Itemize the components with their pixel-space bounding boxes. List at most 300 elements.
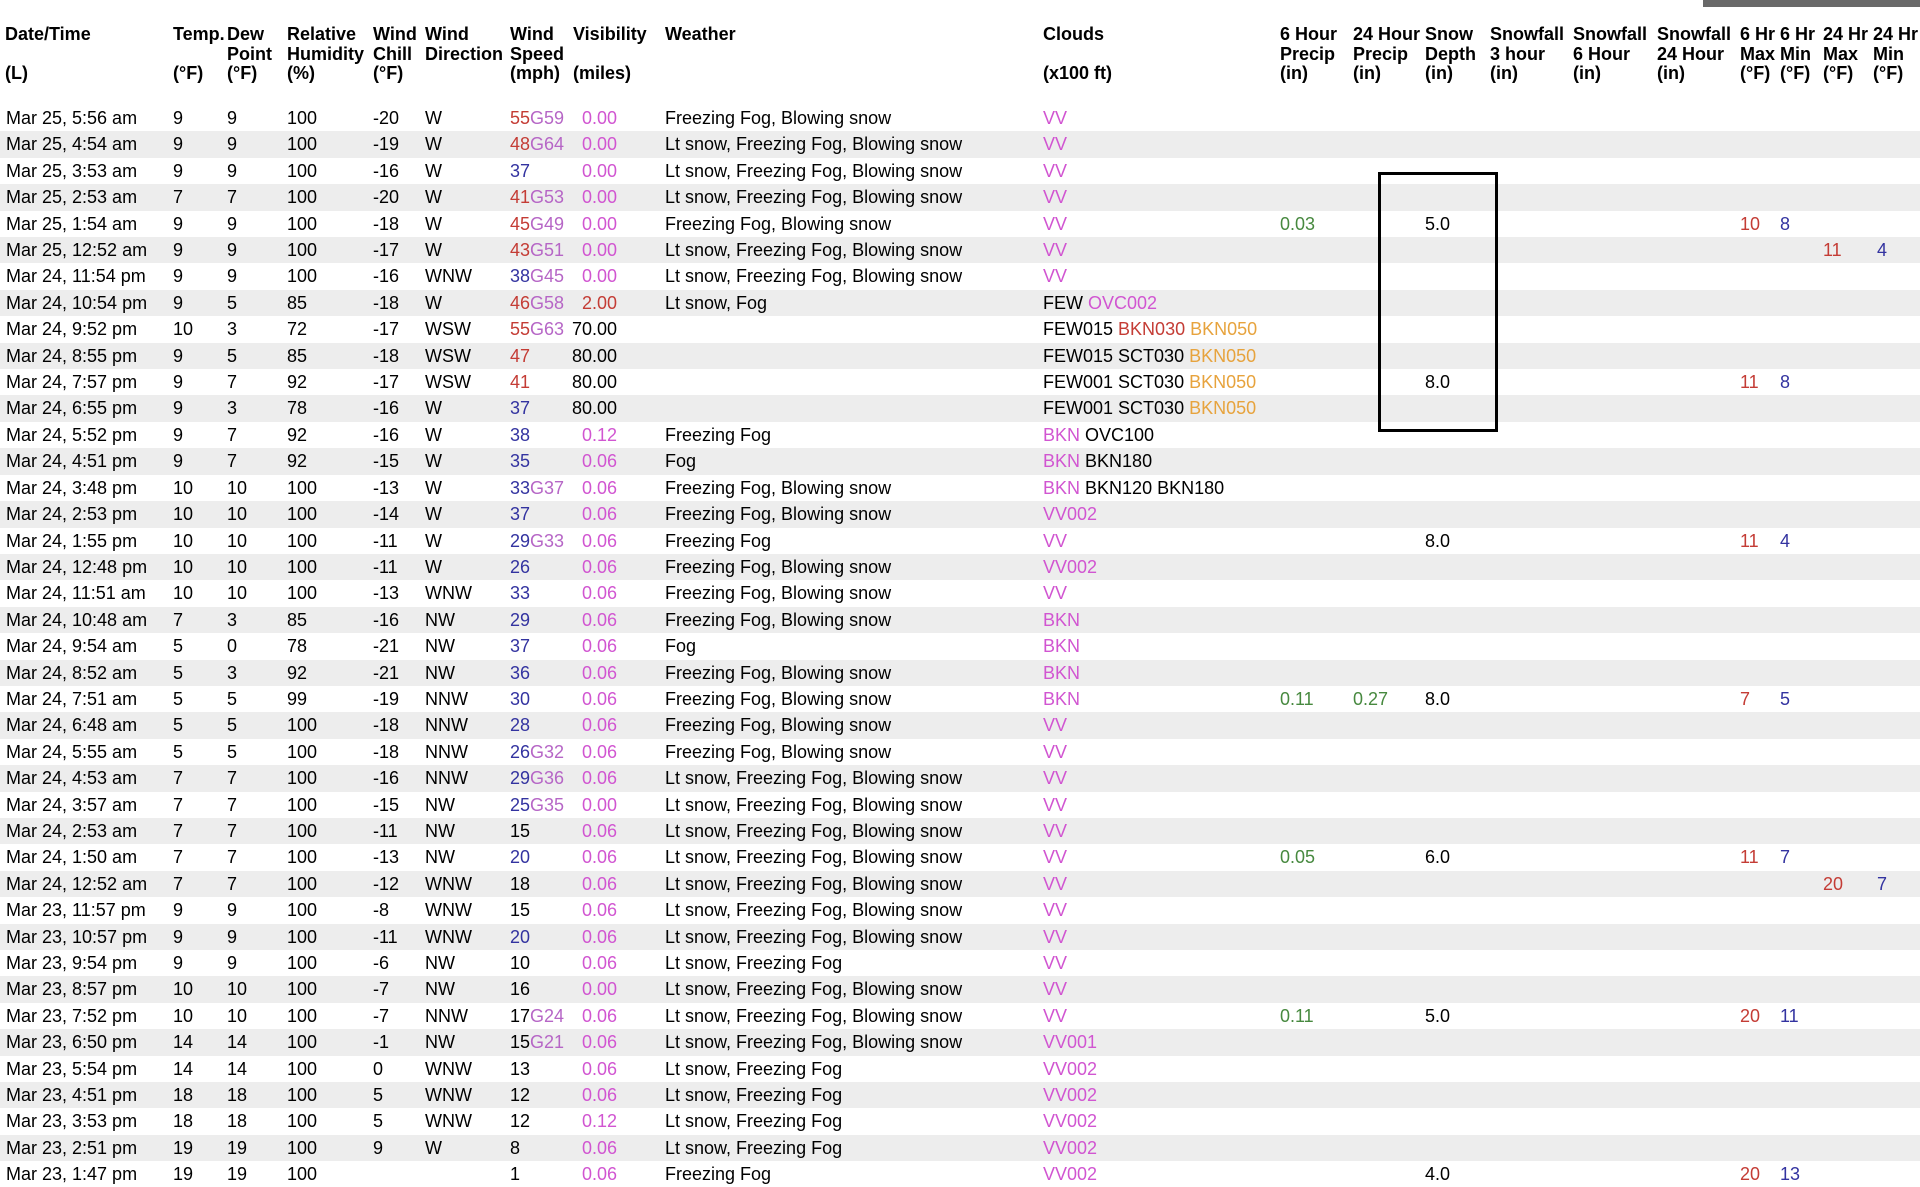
cell-weather: Lt snow, Freezing Fog, Blowing snow: [665, 266, 963, 287]
cell-temp: 7: [173, 187, 184, 208]
cell-max-6hr: [1735, 131, 1775, 157]
cell-max-6hr: [1735, 184, 1775, 210]
cell-precip-6hour: [1275, 1108, 1348, 1134]
cell-humidity: 100: [287, 108, 318, 128]
cell-snowfall-6hour: [1568, 211, 1652, 237]
cell-clouds: BKN: [1043, 688, 1081, 709]
cell-humidity: 99: [287, 688, 308, 709]
column-header-weather: Weather: [665, 24, 736, 44]
cell-max-24hr: [1818, 686, 1868, 712]
cell-humidity: 100: [287, 794, 318, 815]
cell-visibility: 0.00: [581, 240, 617, 261]
cell-snow-depth: [1420, 290, 1485, 316]
cell-min-24hr: [1868, 739, 1920, 765]
cell-wind-speed: 37: [510, 504, 531, 525]
cell-wind-direction: NNW: [425, 1005, 468, 1026]
cell-dew-point: 7: [227, 451, 238, 472]
cell-wind-speed: 38: [510, 424, 531, 445]
column-header-max-6hr: 6 Hr Max (°F): [1740, 24, 1776, 83]
table-row: [0, 976, 1920, 1002]
cell-weather: Lt snow, Freezing Fog, Blowing snow: [665, 768, 963, 789]
cell-min-6hr: [1775, 739, 1818, 765]
cell-weather: Lt snow, Freezing Fog, Blowing snow: [665, 794, 963, 815]
cell-snowfall-3hour: [1485, 237, 1568, 263]
cell-humidity: 100: [287, 873, 318, 894]
cell-snowfall-6hour: [1568, 475, 1652, 501]
cell-dew-point: 10: [227, 1005, 248, 1026]
cell-wind-chill: -21: [373, 662, 400, 683]
cell-precip-6hour: [1275, 765, 1348, 791]
cell-datetime: Mar 24, 1:55 pm: [6, 530, 138, 551]
cell-wind-direction: W: [425, 424, 442, 445]
cell-dew-point: 7: [227, 873, 238, 894]
cell-snow-depth: [1420, 263, 1485, 289]
cell-precip-24hour: [1348, 1135, 1420, 1161]
cell-max-24hr: [1818, 712, 1868, 738]
table-row: [0, 1082, 1920, 1108]
cell-precip-6hour: [1275, 924, 1348, 950]
cell-min-6hr: [1775, 263, 1818, 289]
cell-weather: Lt snow, Freezing Fog: [665, 1137, 843, 1158]
table-row: [0, 131, 1920, 157]
cell-precip-24hour: [1348, 501, 1420, 527]
cell-dew-point: 9: [227, 240, 238, 261]
cell-snowfall-3hour: [1485, 633, 1568, 659]
cell-dew-point: 5: [227, 345, 238, 366]
cell-datetime: Mar 23, 4:51 pm: [6, 1085, 138, 1106]
cell-min-24hr: 7: [1877, 873, 1888, 894]
cell-weather: Freezing Fog, Blowing snow: [665, 688, 892, 709]
cell-min-24hr: [1868, 844, 1920, 870]
cell-wind-chill: -17: [373, 372, 400, 393]
cell-min-6hr: [1775, 712, 1818, 738]
cell-snowfall-24hour: [1652, 528, 1735, 554]
cell-max-6hr: [1735, 924, 1775, 950]
cell-temp: 10: [173, 530, 194, 551]
cell-max-6hr: 7: [1740, 688, 1751, 709]
cell-temp: 9: [173, 345, 184, 366]
cell-weather: Lt snow, Freezing Fog, Blowing snow: [665, 1005, 963, 1026]
cell-precip-24hour: [1348, 660, 1420, 686]
cell-max-6hr: [1735, 1135, 1775, 1161]
cell-wind-speed: 13: [510, 1058, 531, 1079]
cell-temp: 7: [173, 609, 184, 630]
cell-snowfall-24hour: [1652, 105, 1735, 131]
cell-visibility: 0.06: [581, 820, 617, 841]
cell-wind-direction: NNW: [425, 741, 468, 762]
cell-wind-speed: 45G49: [510, 213, 565, 234]
cell-precip-24hour: [1348, 448, 1420, 474]
table-row: [0, 580, 1920, 606]
cell-snowfall-3hour: [1485, 395, 1568, 421]
cell-min-24hr: [1868, 263, 1920, 289]
cell-wind-chill: -15: [373, 794, 400, 815]
cell-dew-point: 9: [227, 900, 238, 921]
cell-snow-depth: [1420, 422, 1485, 448]
cell-max-6hr: 11: [1740, 530, 1759, 551]
cell-max-24hr: [1818, 290, 1868, 316]
cell-wind-direction: WNW: [425, 900, 472, 921]
cell-dew-point: 9: [227, 108, 238, 128]
cell-wind-speed: 16: [510, 979, 531, 1000]
cell-datetime: Mar 23, 1:47 pm: [6, 1164, 138, 1185]
cell-min-6hr: [1775, 290, 1818, 316]
cell-temp: 9: [173, 292, 184, 313]
cell-max-24hr: [1818, 765, 1868, 791]
cell-weather: Lt snow, Freezing Fog, Blowing snow: [665, 900, 963, 921]
column-header-dew-point: Dew Point (°F): [227, 24, 272, 83]
cell-clouds: VV002: [1043, 1058, 1098, 1079]
cell-snowfall-3hour: [1485, 1056, 1568, 1082]
cell-snowfall-3hour: [1485, 686, 1568, 712]
cell-temp: 9: [173, 926, 184, 947]
cell-snowfall-3hour: [1485, 818, 1568, 844]
cell-snow-depth: [1420, 765, 1485, 791]
cell-wind-speed: 38G45: [510, 266, 565, 287]
cell-snowfall-24hour: [1652, 1003, 1735, 1029]
cell-humidity: 100: [287, 266, 318, 287]
cell-temp: 5: [173, 688, 184, 709]
cell-humidity: 100: [287, 504, 318, 525]
cell-max-24hr: [1818, 316, 1868, 342]
cell-precip-24hour: [1348, 607, 1420, 633]
cell-max-6hr: [1735, 554, 1775, 580]
cell-snowfall-6hour: [1568, 263, 1652, 289]
cell-datetime: Mar 25, 3:53 am: [6, 160, 138, 181]
cell-wind-speed: 47: [510, 345, 531, 366]
cell-dew-point: 10: [227, 530, 248, 551]
cell-snowfall-3hour: [1485, 343, 1568, 369]
cell-precip-6hour: [1275, 131, 1348, 157]
cell-wind-chill: -15: [373, 451, 400, 472]
cell-precip-24hour: [1348, 1056, 1420, 1082]
cell-datetime: Mar 23, 11:57 pm: [6, 900, 146, 921]
cell-wind-direction: NW: [425, 1032, 455, 1053]
cell-humidity: 100: [287, 900, 318, 921]
cell-max-6hr: [1735, 448, 1775, 474]
cell-wind-chill: -17: [373, 240, 400, 261]
cell-snowfall-3hour: [1485, 369, 1568, 395]
cell-max-24hr: 11: [1823, 240, 1842, 261]
cell-min-24hr: [1868, 897, 1920, 923]
cell-precip-6hour: [1275, 607, 1348, 633]
cell-precip-24hour: [1348, 897, 1420, 923]
cell-snowfall-3hour: [1485, 422, 1568, 448]
cell-visibility: 80.00: [571, 398, 617, 419]
cell-dew-point: 10: [227, 556, 248, 577]
cell-wind-direction: WSW: [425, 319, 471, 340]
cell-wind-speed: 28: [510, 715, 531, 736]
cell-wind-direction: NW: [425, 820, 455, 841]
cell-precip-24hour: [1348, 950, 1420, 976]
cell-dew-point: 5: [227, 292, 238, 313]
cell-max-6hr: [1735, 395, 1775, 421]
cell-visibility: 0.00: [581, 794, 617, 815]
cell-wind-direction: W: [425, 292, 442, 313]
cell-min-6hr: [1775, 131, 1818, 157]
cell-max-24hr: [1818, 950, 1868, 976]
cell-snowfall-24hour: [1652, 792, 1735, 818]
cell-clouds: FEW001 SCT030 BKN050: [1043, 372, 1257, 393]
cell-max-6hr: [1735, 1056, 1775, 1082]
cell-datetime: Mar 24, 8:52 am: [6, 662, 138, 683]
cell-max-24hr: [1818, 607, 1868, 633]
cell-snow-depth: [1420, 448, 1485, 474]
cell-snow-depth: [1420, 131, 1485, 157]
cell-max-24hr: [1818, 818, 1868, 844]
cell-precip-24hour: [1348, 528, 1420, 554]
cell-min-24hr: [1868, 686, 1920, 712]
cell-max-24hr: [1818, 1056, 1868, 1082]
cell-min-24hr: [1868, 158, 1920, 184]
cell-wind-direction: W: [425, 1137, 442, 1158]
cell-temp: 14: [173, 1032, 194, 1053]
cell-wind-chill: [368, 1161, 420, 1187]
cell-clouds: FEW001 SCT030 BKN050: [1043, 398, 1257, 419]
cell-snowfall-3hour: [1485, 739, 1568, 765]
cell-snowfall-24hour: [1652, 765, 1735, 791]
cell-snowfall-3hour: [1485, 950, 1568, 976]
cell-wind-direction: W: [425, 160, 442, 181]
cell-wind-speed: 30: [510, 688, 531, 709]
cell-temp: 19: [173, 1164, 194, 1185]
cell-min-6hr: [1775, 237, 1818, 263]
cell-precip-24hour: [1348, 237, 1420, 263]
cell-max-6hr: [1735, 105, 1775, 131]
cell-precip-6hour: [1275, 660, 1348, 686]
cell-snowfall-24hour: [1652, 580, 1735, 606]
cell-snow-depth: [1420, 554, 1485, 580]
cell-min-6hr: [1775, 1082, 1818, 1108]
cell-humidity: 100: [287, 926, 318, 947]
cell-snowfall-6hour: [1568, 633, 1652, 659]
cell-weather: Freezing Fog: [665, 530, 772, 551]
cell-temp: 10: [173, 1005, 194, 1026]
cell-max-6hr: [1735, 871, 1775, 897]
cell-visibility: 0.06: [581, 636, 617, 657]
cell-snowfall-6hour: [1568, 395, 1652, 421]
cell-snowfall-6hour: [1568, 1135, 1652, 1161]
column-header-relative-humidity: Relative Humidity (%): [287, 24, 365, 83]
cell-max-24hr: [1818, 554, 1868, 580]
cell-precip-24hour: [1348, 369, 1420, 395]
cell-visibility: 0.00: [581, 213, 617, 234]
cell-min-6hr: [1775, 395, 1818, 421]
cell-humidity: 100: [287, 134, 318, 155]
cell-clouds: VV: [1043, 847, 1068, 868]
cell-visibility: 70.00: [571, 319, 617, 340]
cell-dew-point: 18: [227, 1085, 248, 1106]
table-row: [0, 448, 1920, 474]
cell-max-24hr: [1818, 897, 1868, 923]
cell-precip-6hour: [1275, 528, 1348, 554]
cell-snow-depth: [1420, 395, 1485, 421]
table-row: [0, 1003, 1920, 1029]
cell-snowfall-24hour: [1652, 395, 1735, 421]
cell-temp: 9: [173, 108, 184, 128]
cell-min-6hr: 11: [1780, 1005, 1799, 1026]
cell-clouds: BKN BKN120 BKN180: [1043, 477, 1225, 498]
cell-dew-point: 0: [227, 636, 238, 657]
cell-clouds: VV: [1043, 741, 1068, 762]
cell-snowfall-3hour: [1485, 1108, 1568, 1134]
cell-temp: 10: [173, 556, 194, 577]
cell-humidity: 100: [287, 1111, 318, 1132]
cell-max-6hr: [1735, 158, 1775, 184]
cell-dew-point: 7: [227, 187, 238, 208]
cell-min-6hr: [1775, 607, 1818, 633]
cell-min-24hr: [1868, 950, 1920, 976]
cell-snow-depth: 6.0: [1425, 847, 1451, 868]
cell-precip-6hour: 0.11: [1280, 1005, 1314, 1026]
cell-dew-point: 3: [227, 662, 238, 683]
cell-wind-chill: -14: [373, 504, 400, 525]
cell-wind-chill: -18: [373, 292, 400, 313]
cell-visibility: 0.06: [581, 715, 617, 736]
cell-wind-chill: 5: [373, 1085, 384, 1106]
cell-humidity: 100: [287, 583, 318, 604]
cell-precip-6hour: [1275, 712, 1348, 738]
cell-precip-6hour: [1275, 1029, 1348, 1055]
cell-humidity: 100: [287, 979, 318, 1000]
cell-wind-speed: 15: [510, 820, 531, 841]
cell-clouds: VV: [1043, 266, 1068, 287]
cell-precip-24hour: [1348, 422, 1420, 448]
cell-snowfall-6hour: [1568, 607, 1652, 633]
table-row: [0, 712, 1920, 738]
cell-wind-direction: W: [425, 134, 442, 155]
cell-max-24hr: [1818, 633, 1868, 659]
cell-wind-chill: -13: [373, 847, 400, 868]
cell-clouds: VV001: [1043, 1032, 1098, 1053]
cell-precip-24hour: [1348, 290, 1420, 316]
cell-snow-depth: [1420, 897, 1485, 923]
cell-humidity: 78: [287, 398, 308, 419]
cell-temp: 9: [173, 240, 184, 261]
cell-datetime: Mar 24, 9:52 pm: [6, 319, 138, 340]
cell-snowfall-24hour: [1652, 712, 1735, 738]
cell-datetime: Mar 23, 6:50 pm: [6, 1032, 138, 1053]
cell-max-24hr: [1818, 158, 1868, 184]
cell-wind-chill: -16: [373, 266, 400, 287]
cell-wind-speed: 37: [510, 636, 531, 657]
cell-datetime: Mar 24, 6:48 am: [6, 715, 138, 736]
cell-temp: 5: [173, 662, 184, 683]
table-header-row: [0, 0, 1920, 105]
cell-precip-6hour: [1275, 950, 1348, 976]
cell-max-24hr: [1818, 739, 1868, 765]
table-row: [0, 184, 1920, 210]
cell-max-24hr: [1818, 528, 1868, 554]
cell-weather: Lt snow, Freezing Fog: [665, 1085, 843, 1106]
cell-min-6hr: [1775, 184, 1818, 210]
cell-min-24hr: [1868, 818, 1920, 844]
cell-min-6hr: 8: [1780, 372, 1791, 393]
cell-snow-depth: [1420, 871, 1485, 897]
table-row: [0, 844, 1920, 870]
cell-snowfall-3hour: [1485, 1135, 1568, 1161]
cell-min-6hr: [1775, 501, 1818, 527]
cell-temp: 9: [173, 213, 184, 234]
cell-snowfall-24hour: [1652, 343, 1735, 369]
cell-snowfall-24hour: [1652, 976, 1735, 1002]
cell-max-24hr: [1818, 105, 1868, 131]
cell-wind-speed: 36: [510, 662, 531, 683]
cell-snowfall-6hour: [1568, 369, 1652, 395]
cell-snowfall-3hour: [1485, 1082, 1568, 1108]
cell-snowfall-3hour: [1485, 844, 1568, 870]
cell-precip-24hour: [1348, 1082, 1420, 1108]
cell-snowfall-6hour: [1568, 131, 1652, 157]
cell-min-6hr: [1775, 475, 1818, 501]
cell-humidity: 100: [287, 953, 318, 973]
cell-snowfall-6hour: [1568, 105, 1652, 131]
cell-snowfall-24hour: [1652, 158, 1735, 184]
cell-weather: Lt snow, Freezing Fog, Blowing snow: [665, 134, 963, 155]
cell-snowfall-24hour: [1652, 950, 1735, 976]
cell-precip-6hour: [1275, 1161, 1348, 1187]
cell-snowfall-3hour: [1485, 765, 1568, 791]
cell-temp: 10: [173, 477, 194, 498]
cell-wind-speed: 17G24: [510, 1005, 565, 1026]
cell-temp: 9: [173, 266, 184, 287]
cell-wind-speed: 33G37: [510, 477, 565, 498]
cell-datetime: Mar 24, 7:51 am: [6, 688, 138, 709]
cell-precip-24hour: 0.27: [1353, 688, 1389, 709]
cell-clouds: BKN: [1043, 636, 1081, 657]
cell-snowfall-3hour: [1485, 897, 1568, 923]
cell-max-6hr: 20: [1740, 1005, 1761, 1026]
cell-datetime: Mar 24, 5:55 am: [6, 741, 138, 762]
cell-precip-6hour: [1275, 290, 1348, 316]
cell-clouds: BKN BKN180: [1043, 451, 1153, 472]
cell-precip-24hour: [1348, 263, 1420, 289]
cell-datetime: Mar 24, 2:53 pm: [6, 504, 138, 525]
cell-clouds: VV: [1043, 134, 1068, 155]
column-header-snow-depth: Snow Depth (in): [1425, 24, 1476, 83]
table-row: [0, 924, 1920, 950]
cell-snowfall-6hour: [1568, 1056, 1652, 1082]
cell-min-24hr: [1868, 580, 1920, 606]
cell-temp: 9: [173, 372, 184, 393]
cell-visibility: 0.06: [581, 556, 617, 577]
cell-clouds: VV: [1043, 794, 1068, 815]
cell-min-6hr: [1775, 818, 1818, 844]
table-row: [0, 607, 1920, 633]
cell-weather: Lt snow, Freezing Fog, Blowing snow: [665, 847, 963, 868]
cell-wind-chill: 0: [373, 1058, 384, 1079]
cell-snowfall-6hour: [1568, 580, 1652, 606]
column-header-snowfall-6hour: Snowfall 6 Hour (in): [1573, 24, 1648, 83]
cell-visibility: 0.06: [581, 873, 617, 894]
cell-weather: Lt snow, Freezing Fog, Blowing snow: [665, 926, 963, 947]
cell-min-24hr: [1868, 422, 1920, 448]
cell-precip-6hour: [1275, 237, 1348, 263]
cell-max-24hr: [1818, 263, 1868, 289]
cell-datetime: Mar 24, 10:54 pm: [6, 292, 148, 313]
cell-min-24hr: [1868, 633, 1920, 659]
cell-wind-chill: -16: [373, 424, 400, 445]
cell-precip-6hour: [1275, 184, 1348, 210]
cell-clouds: BKN: [1043, 662, 1081, 683]
table-row: [0, 739, 1920, 765]
cell-snowfall-3hour: [1485, 211, 1568, 237]
cell-visibility: 0.06: [581, 609, 617, 630]
cell-wind-chill: -13: [373, 583, 400, 604]
cell-snowfall-6hour: [1568, 158, 1652, 184]
cell-snowfall-3hour: [1485, 871, 1568, 897]
cell-temp: 5: [173, 715, 184, 736]
